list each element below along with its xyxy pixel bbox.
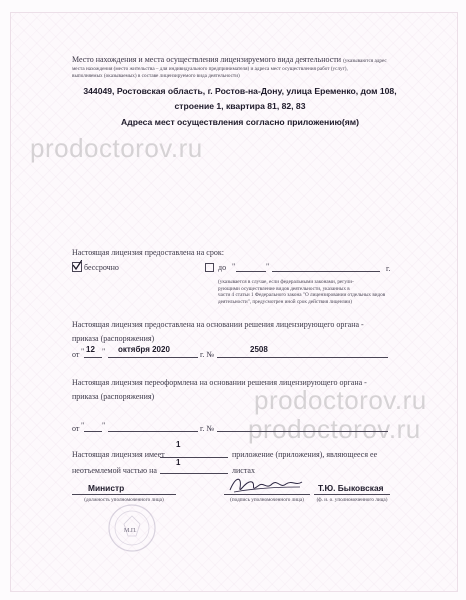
reissue-month-line [108, 431, 198, 432]
basis-number-label: г. № [200, 350, 215, 359]
appendix-has: Настоящая лицензия имеет [72, 450, 165, 459]
appendix-sheets: 1 [176, 458, 181, 467]
header-note: (указываются адрес [343, 58, 387, 64]
term-note [218, 279, 386, 305]
term-note-line-3: части 4 статьи 1 Федерального закона "О лицензировании отдельных видов [218, 292, 386, 298]
position-line [72, 494, 176, 495]
watermark-bottom: prodoctorov.ru [248, 414, 421, 444]
name-note: (ф. и. о. уполномоченного лица) [316, 497, 388, 503]
until-quote-close: " [266, 262, 270, 271]
basis-month-year: октября 2020 [118, 345, 170, 354]
basis-from: от [72, 350, 80, 359]
signature-line [224, 494, 310, 495]
signature-note: (подпись уполномоченного лица) [230, 497, 304, 503]
watermark-top: prodoctorov.ru [30, 133, 203, 163]
appendix-suffix: приложение (приложения), являющееся ее [232, 450, 378, 459]
signatory-name: Т.Ю. Быковская [318, 483, 384, 493]
reissue-number-line [217, 431, 388, 432]
term-label: Настоящая лицензия предоставлена на срок: [72, 248, 224, 257]
indefinite-checkbox[interactable] [72, 262, 82, 272]
reissue-quote-open: " [81, 421, 85, 430]
signatory-position: Министр [88, 483, 125, 493]
stamp-label: М.П. [124, 528, 137, 534]
header-line-1 [72, 55, 412, 65]
term-note-line-4: деятельности", предусмотрен иной срок действия лицензии) [218, 298, 352, 305]
until-day-line [236, 271, 266, 272]
appendix-sheets-label: листах [232, 466, 255, 475]
address-line-1: 344049, Ростовская область, г. Ростов-на-Дону, улица Еременко, дом 108, [83, 86, 397, 96]
reissue-number-label: г. № [200, 424, 215, 433]
address-line-2: строение 1, квартира 81, 82, 83 [174, 101, 306, 111]
basis-quote-close: " [102, 347, 106, 356]
basis-day: 12 [86, 345, 95, 354]
reissue-from: от [72, 424, 80, 433]
basis-month-line [108, 357, 198, 358]
position-note: (должность уполномоченного лица) [84, 497, 164, 503]
basis-line-1: Настоящая лицензия предоставлена на основании решения лицензирующего органа - [72, 320, 364, 329]
appendix-count: 1 [176, 440, 181, 449]
basis-number: 2508 [250, 345, 268, 354]
header-line-2: места нахождения (место жительства – для индивидуального предпринимателя) и адреса мест осуществления работ (услуг), [72, 66, 348, 72]
until-checkbox[interactable] [205, 263, 214, 272]
until-quote-open: " [232, 262, 236, 271]
header-line-3: выполняемых (оказываемых) в составе лицензируемого вида деятельности) [72, 73, 240, 79]
name-line [314, 494, 390, 495]
basis-number-line [217, 357, 388, 358]
address-line-3: Адреса мест осуществления согласно приложению(ям) [121, 117, 359, 127]
term-note-line-2: рующими осуществление видов деятельности, указанных в [218, 285, 350, 292]
header-title: Место нахождения и места осуществления лицензируемого вида деятельности [72, 55, 342, 64]
reissue-line-1: Настоящая лицензия переоформлена на основании решения лицензирующего органа - [72, 378, 367, 387]
until-prefix: до [218, 263, 227, 272]
appendix-integral: неотъемлемой частью на [72, 466, 157, 475]
basis-line-2: приказа (распоряжения) [72, 334, 155, 343]
appendix-sheets-line [160, 473, 228, 474]
indefinite-label: бессрочно [84, 263, 119, 272]
reissue-line-2: приказа (распоряжения) [72, 392, 155, 401]
term-note-line-1: (указывается в случае, если федеральными законами, регули- [218, 279, 354, 285]
until-month-line [272, 271, 380, 272]
reissue-day-line [84, 431, 102, 432]
watermark-middle: prodoctorov.ru [254, 385, 427, 415]
basis-quote-open: " [81, 347, 85, 356]
until-year-suffix: г. [386, 264, 391, 273]
basis-day-line [84, 357, 102, 358]
reissue-quote-close: " [102, 421, 106, 430]
appendix-count-line [160, 457, 228, 458]
checkmark-icon [72, 260, 82, 270]
